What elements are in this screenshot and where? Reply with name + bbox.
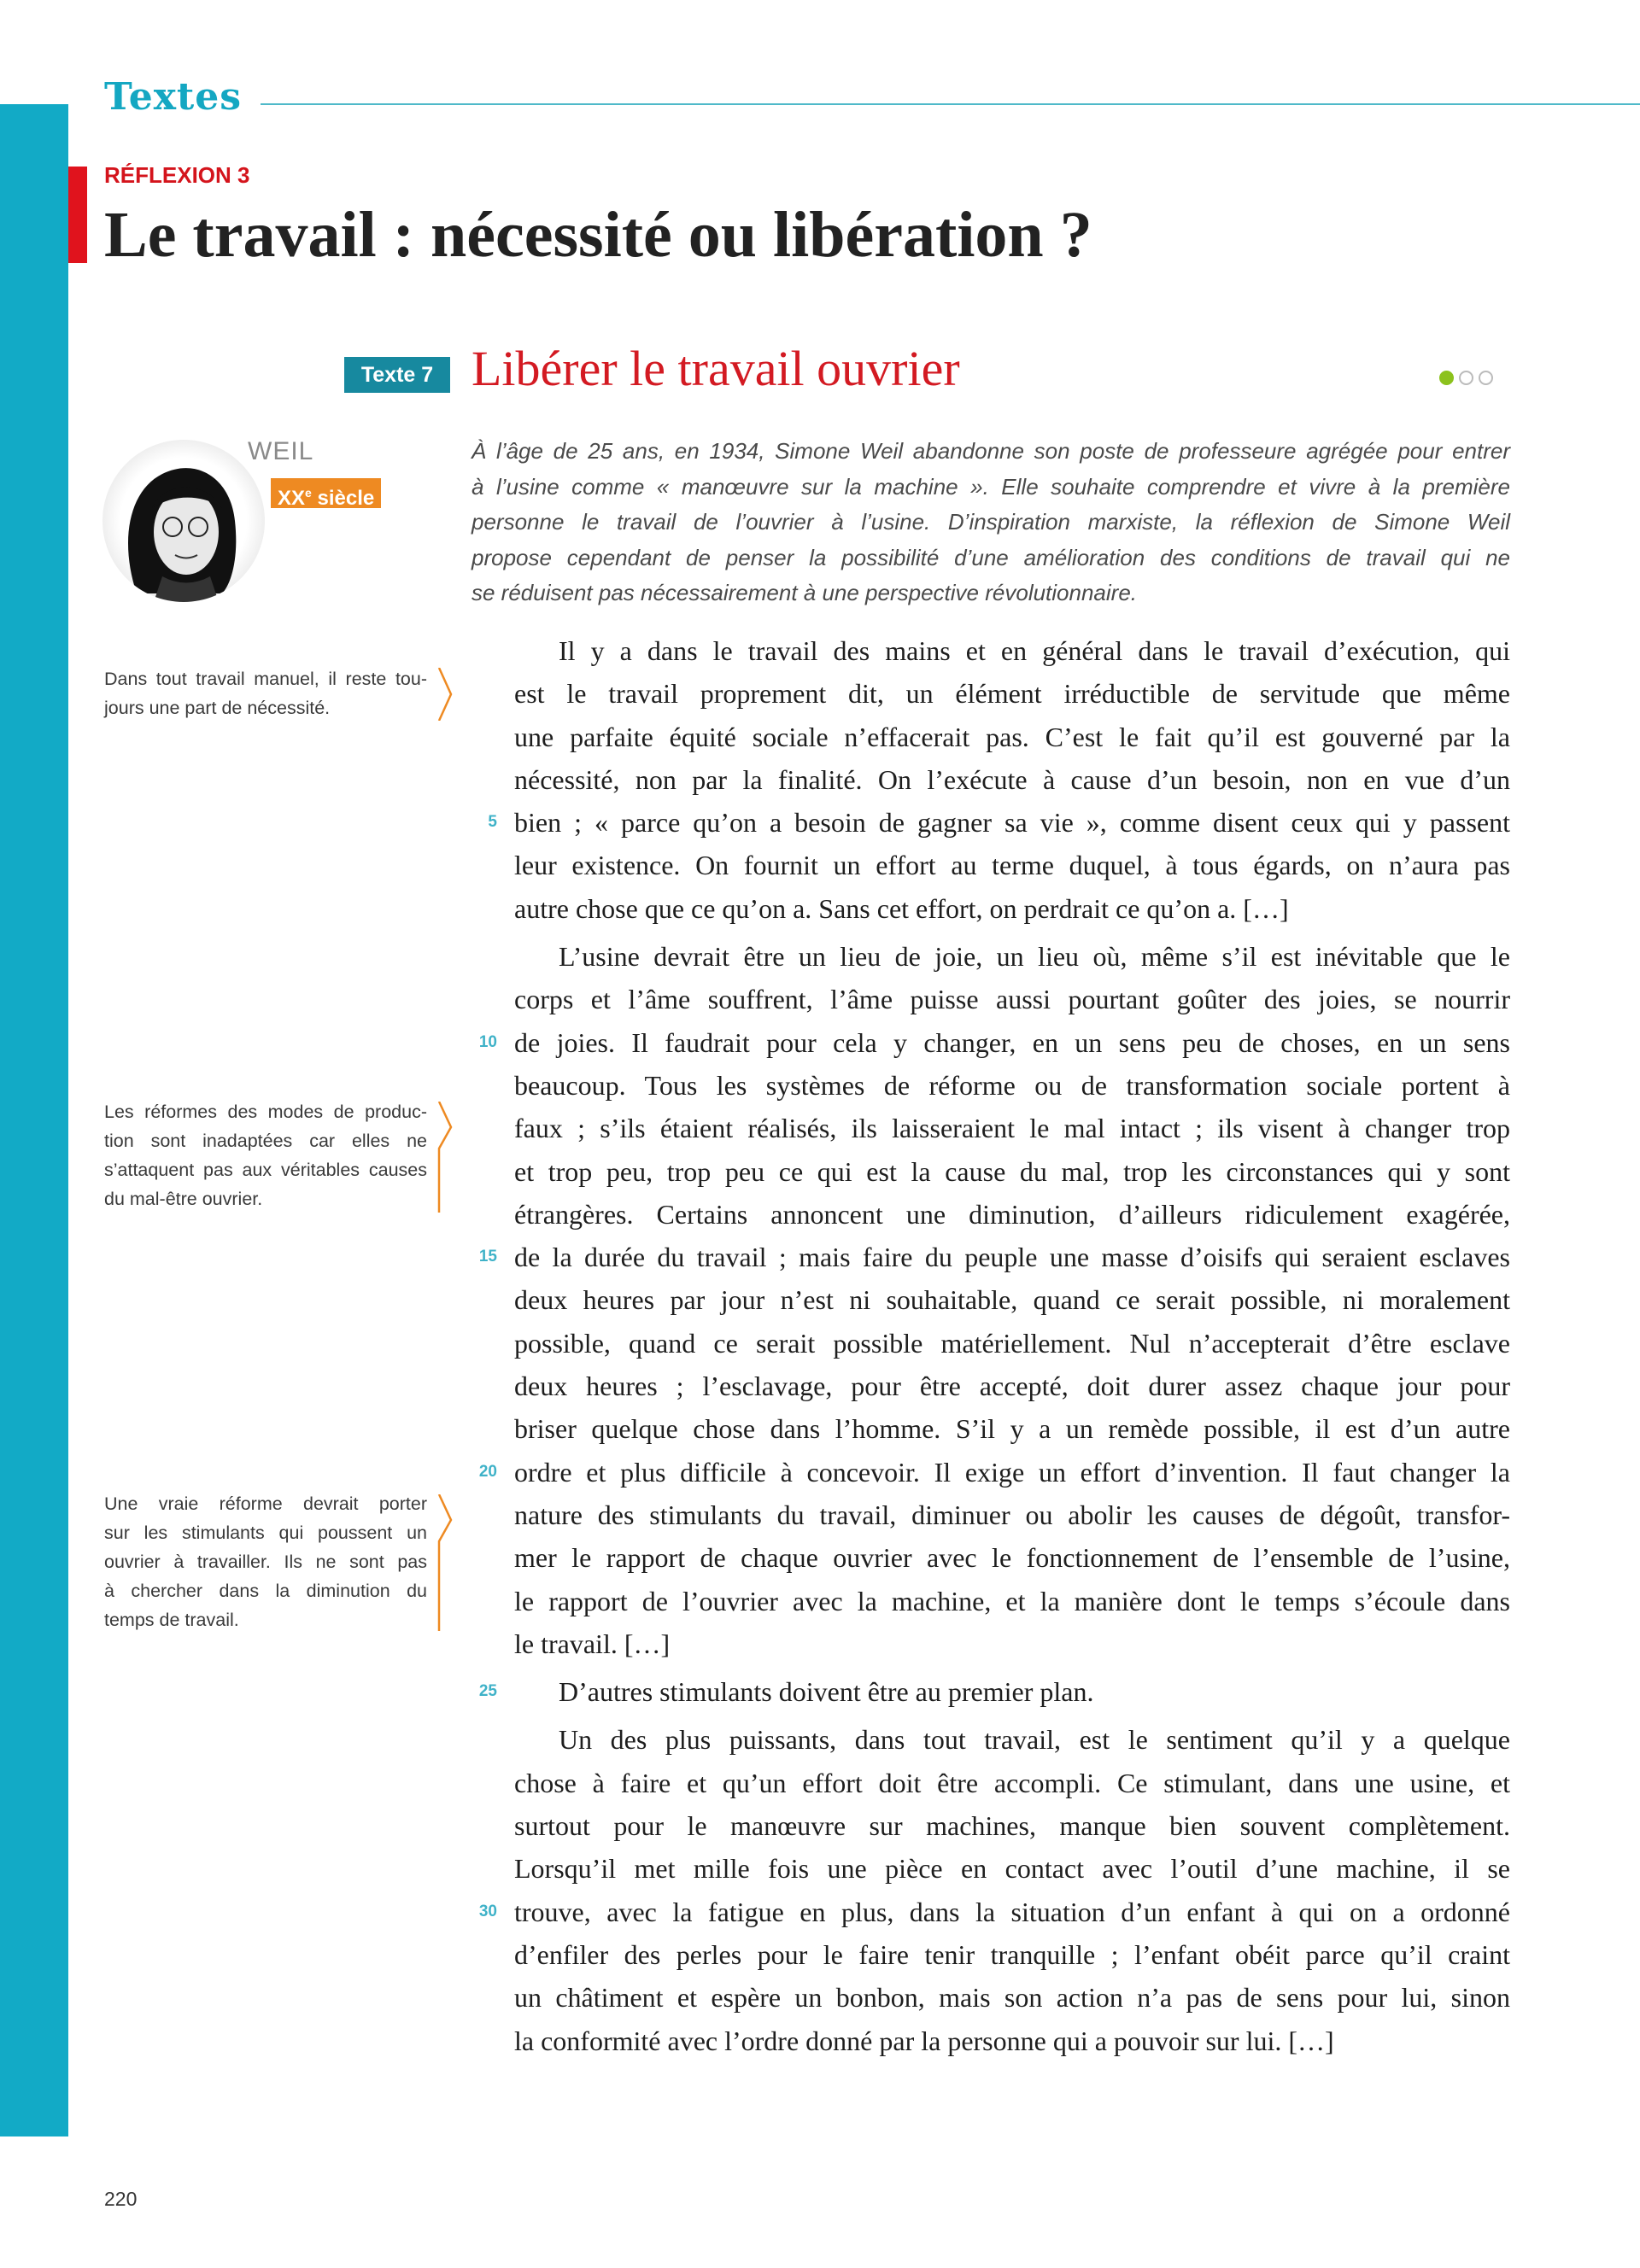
- line-text: corps et l’âme souffrent, l’âme puisse aussi pourtant goûter des joies, se nourrir: [514, 984, 1510, 1015]
- text-line: [514, 672, 1510, 715]
- line-text: la conformité avec l’ordre donné par la personne qui a pouvoir sur lui. […]: [514, 2025, 1334, 2056]
- margin-note: [104, 1097, 427, 1213]
- line-text: nature des stimulants du travail, diminuer ou abolir les causes de dégoût, transfor-: [514, 1499, 1510, 1530]
- note-line: tion sont inadaptées car elles ne: [104, 1131, 427, 1151]
- text-line: [478, 1451, 1510, 1493]
- chapter-kicker: RÉFLEXION 3: [104, 162, 250, 188]
- line-text: étrangères. Certains annoncent une diminution, d’ailleurs ridiculement exagérée,: [514, 1198, 1510, 1230]
- note-line: jours une part de nécessité.: [104, 698, 331, 718]
- side-color-bar: [0, 104, 68, 2136]
- text-line: [514, 1278, 1510, 1321]
- text-line: [514, 978, 1510, 1020]
- line-text: faux ; s’ils étaient réalisés, ils laisseraient le mal intact ; ils visent à changer trop: [514, 1113, 1510, 1144]
- text-line: [478, 1670, 1510, 1713]
- difficulty-dot: [1479, 371, 1493, 385]
- page-number: 220: [104, 2188, 138, 2210]
- text-line: [514, 2020, 1510, 2062]
- text-title: Libérer le travail ouvrier: [472, 341, 960, 396]
- line-text: briser quelque chose dans l’homme. S’il y a un remède possible, il est d’un autre: [514, 1413, 1510, 1445]
- line-text: D’autres stimulants doivent être au premier plan.: [559, 1676, 1094, 1708]
- main-text: [478, 629, 1510, 2062]
- author-name: WEIL: [248, 437, 314, 465]
- note-line: sur les stimulants qui poussent un: [104, 1523, 427, 1543]
- note-bracket-icon: [437, 1494, 454, 1631]
- line-text: Un des plus puissants, dans tout travail, est le sentiment qu’il y a quelque: [559, 1724, 1510, 1756]
- century-suffix: siècle: [311, 487, 375, 510]
- line-text: mer le rapport de chaque ouvrier avec le fonctionnement de l’ensemble de l’usine,: [514, 1542, 1510, 1574]
- note-line: du mal-être ouvrier.: [104, 1189, 263, 1209]
- text-line: [514, 1762, 1510, 1804]
- text-line: [514, 758, 1510, 801]
- line-text: bien ; « parce qu’on a besoin de gagner sa vie », comme disent ceux qui y passent: [514, 807, 1510, 839]
- text-line: [514, 1193, 1510, 1236]
- line-number: 25: [478, 1682, 497, 1701]
- text-line: [514, 716, 1510, 758]
- text-line: [514, 1493, 1510, 1536]
- author-portrait: [102, 440, 265, 602]
- line-text: chose à faire et qu’un effort doit être accompli. Ce stimulant, dans une usine, et: [514, 1767, 1510, 1798]
- text-line: [514, 1365, 1510, 1407]
- century-badge: [271, 478, 381, 508]
- section-rule: [261, 103, 1640, 105]
- text-line: [514, 844, 1510, 886]
- margin-note: [104, 1489, 427, 1634]
- text-line: [514, 1580, 1510, 1622]
- text-line: [514, 1322, 1510, 1365]
- text-line: [514, 1150, 1510, 1193]
- line-text: deux heures par jour n’est ni souhaitable, quand ce serait possible, ni moralement: [514, 1284, 1510, 1316]
- difficulty-dot: [1439, 371, 1454, 385]
- line-text: trouve, avec la fatigue en plus, dans la situation d’un enfant à qui on a ordonné: [514, 1896, 1510, 1927]
- note-line: ouvrier à travailler. Ils ne sont pas: [104, 1552, 427, 1572]
- text-line: [514, 1976, 1510, 2019]
- intro-paragraph: [472, 434, 1510, 611]
- line-text: un châtiment et espère un bonbon, mais son action n’a pas de sens pour lui, sinon: [514, 1982, 1510, 2014]
- intro-line: se réduisent pas nécessairement à une perspective révolutionnaire.: [472, 580, 1138, 605]
- line-text: autre chose que ce qu’on a. Sans cet effort, on perdrait ce qu’on a. […]: [514, 892, 1289, 924]
- difficulty-dot: [1459, 371, 1473, 385]
- note-bracket-icon: [437, 1102, 454, 1213]
- note-bracket-icon: [437, 668, 454, 721]
- intro-line: à l’usine comme « manœuvre sur la machine ». Elle souhaite comprendre et vivre à la première: [472, 473, 1510, 500]
- intro-line: personne le travail de l’ouvrier à l’usine. D’inspiration marxiste, la réflexion de Simone Weil: [472, 509, 1510, 535]
- line-text: de la durée du travail ; mais faire du peuple une masse d’oisifs qui seraient esclaves: [514, 1242, 1510, 1273]
- title-accent-bar: [68, 167, 87, 263]
- intro-line: À l’âge de 25 ans, en 1934, Simone Weil abandonne son poste de professeure agrégée pour entrer: [472, 438, 1510, 464]
- line-number: 30: [478, 1902, 497, 1920]
- text-line: [514, 1107, 1510, 1149]
- line-text: de joies. Il faudrait pour cela y changer, en un sens peu de choses, en un sens: [514, 1026, 1510, 1058]
- line-text: surtout pour le manœuvre sur machines, manque bien souvent complètement.: [514, 1810, 1510, 1842]
- text-line: [514, 1933, 1510, 1976]
- line-number: 10: [478, 1032, 497, 1051]
- text-line: [514, 887, 1510, 930]
- intro-line: propose cependant de penser la possibilité d’une amélioration des conditions de travail qui ne: [472, 544, 1510, 570]
- line-text: le travail. […]: [514, 1628, 671, 1659]
- text-line: [488, 801, 1510, 844]
- note-line: s’attaquent pas aux véritables causes: [104, 1160, 427, 1180]
- line-text: Il y a dans le travail des mains et en général dans le travail d’exécution, qui: [559, 635, 1510, 666]
- line-text: le rapport de l’ouvrier avec la machine, et la manière dont le temps s’écoule dans: [514, 1585, 1510, 1616]
- century-sup: e: [305, 486, 312, 500]
- text-line: [514, 935, 1510, 978]
- section-label: Textes: [104, 75, 243, 119]
- text-line: [514, 1804, 1510, 1847]
- note-line: Une vraie réforme devrait porter: [104, 1493, 427, 1514]
- text-line: [514, 1847, 1510, 1890]
- text-line: [514, 1622, 1510, 1665]
- line-text: ordre et plus difficile à concevoir. Il exige un effort d’invention. Il faut changer la: [514, 1456, 1510, 1488]
- line-text: deux heures ; l’esclavage, pour être accepté, doit durer assez chaque jour pour: [514, 1371, 1510, 1402]
- century: XX: [278, 487, 306, 510]
- difficulty-indicator: [1439, 371, 1493, 385]
- line-text: nécessité, non par la finalité. On l’exécute à cause d’un besoin, non en vue d’un: [514, 763, 1510, 795]
- line-text: Lorsqu’il met mille fois une pièce en contact avec l’outil d’une machine, il se: [514, 1853, 1510, 1885]
- page-title: Le travail : nécessité ou libération ?: [104, 199, 1092, 271]
- text-line: [478, 1021, 1510, 1064]
- text-line: [514, 1718, 1510, 1761]
- line-text: L’usine devrait être un lieu de joie, un lieu où, même s’il est inévitable que le: [559, 941, 1510, 973]
- note-line: Dans tout travail manuel, il reste tou-: [104, 669, 427, 689]
- text-line: [478, 1236, 1510, 1278]
- note-line: temps de travail.: [104, 1610, 239, 1630]
- text-line: [514, 1064, 1510, 1107]
- margin-note: [104, 664, 427, 722]
- line-text: est le travail proprement dit, un élément irréductible de servitude que même: [514, 678, 1510, 710]
- line-text: une parfaite équité sociale n’effacerait pas. C’est le fait qu’il est gouverné par la: [514, 721, 1510, 752]
- line-text: et trop peu, trop peu ce qui est la cause du mal, trop les circonstances qui y sont: [514, 1155, 1510, 1187]
- line-text: leur existence. On fournit un effort au terme duquel, à tous égards, on n’aura pas: [514, 850, 1510, 881]
- line-number: 5: [488, 813, 497, 832]
- line-text: d’enfiler des perles pour le faire tenir tranquille ; l’enfant obéit parce qu’il craint: [514, 1938, 1510, 1970]
- line-text: beaucoup. Tous les systèmes de réforme ou de transformation sociale portent à: [514, 1069, 1510, 1101]
- text-line: [514, 629, 1510, 672]
- text-line: [514, 1407, 1510, 1450]
- text-line: [478, 1891, 1510, 1933]
- note-line: à chercher dans la diminution du: [104, 1581, 427, 1601]
- note-line: Les réformes des modes de produc-: [104, 1102, 427, 1122]
- line-text: possible, quand ce serait possible matériellement. Nul n’accepterait d’être esclave: [514, 1327, 1510, 1359]
- line-number: 15: [478, 1248, 497, 1266]
- text-line: [514, 1536, 1510, 1579]
- text-number-badge: Texte 7: [344, 357, 450, 393]
- line-number: 20: [478, 1462, 497, 1481]
